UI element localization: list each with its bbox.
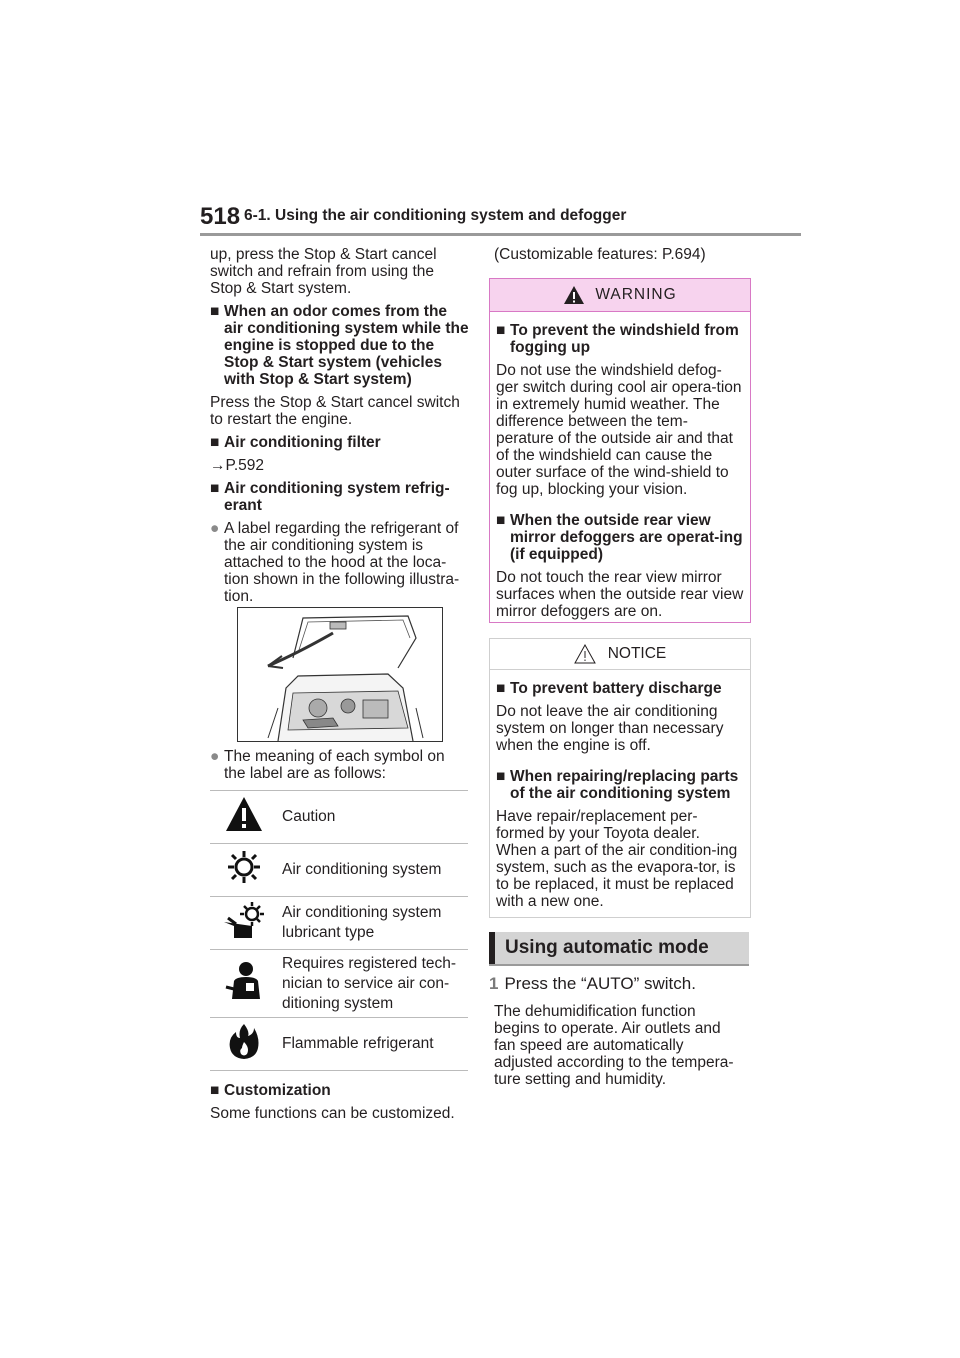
section-title: Using automatic mode bbox=[489, 932, 749, 964]
notice-header bbox=[490, 639, 750, 670]
symbol-table bbox=[210, 790, 468, 1071]
square-bullet-icon: ■ bbox=[210, 480, 220, 497]
notice-heading-1: ■ To prevent battery discharge bbox=[496, 680, 722, 697]
symbol-label: Requires registered tech-nician to service air con-ditioning system bbox=[278, 950, 468, 1018]
warning-heading-1: ■ To prevent the windshield from fogging up bbox=[496, 322, 739, 356]
oil-can-icon bbox=[210, 897, 278, 950]
table-row bbox=[210, 844, 468, 897]
refrigerant-bullet: ● A label regarding the refrigerant of the air conditioning system is attached to the hood at the loca-tion shown in the following illustra-tion. bbox=[210, 520, 460, 605]
notice-box bbox=[489, 638, 751, 918]
technician-icon bbox=[210, 950, 278, 1018]
odor-heading: ■ When an odor comes from the air conditioning system while the engine is stopped due to the Stop & Start system (vehicles with Stop & Start system) bbox=[210, 303, 469, 388]
square-bullet-icon: ■ bbox=[210, 1082, 220, 1099]
table-row bbox=[210, 1018, 468, 1071]
notice-triangle-icon bbox=[574, 644, 596, 664]
header-rule bbox=[200, 233, 801, 236]
symbol-label: Air conditioning system bbox=[278, 844, 468, 897]
chapter-title: 6-1. Using the air conditioning system and defogger bbox=[244, 207, 627, 224]
step-number: 1 bbox=[489, 974, 499, 993]
arrow-icon: → bbox=[210, 457, 226, 474]
bullet-dot-icon: ● bbox=[210, 748, 220, 765]
notice-title: NOTICE bbox=[607, 645, 667, 662]
customizable-features-reference[interactable]: (Customizable features: P.694) bbox=[494, 246, 706, 263]
square-bullet-icon: ■ bbox=[496, 512, 506, 529]
hood-label-illustration bbox=[237, 607, 443, 742]
left-column bbox=[210, 246, 470, 611]
page-number: 518 bbox=[200, 203, 241, 230]
meaning-block bbox=[210, 748, 470, 782]
notice-text-2: Have repair/replacement per-formed by your Toyota dealer. When a part of the air condition-ing system, such as the evapora-tor, is to be replaced, it must be replaced with a new one. bbox=[496, 808, 738, 910]
square-bullet-icon: ■ bbox=[496, 322, 506, 339]
warning-text-2: Do not touch the rear view mirror surfaces when the outside rear view mirror defoggers are on. bbox=[496, 569, 744, 620]
warning-triangle-icon bbox=[563, 285, 585, 305]
step-1 bbox=[489, 974, 696, 994]
step-description: The dehumidification function begins to operate. Air outlets and fan speed are automatically adjusted according to the tempera-ture setting and humidity. bbox=[494, 1003, 734, 1088]
warning-title: WARNING bbox=[595, 286, 677, 303]
notice-heading-2: ■ When repairing/replacing parts of the air conditioning system bbox=[496, 768, 739, 802]
symbol-label: Flammable refrigerant bbox=[278, 1018, 468, 1071]
refrigerant-heading: ■ Air conditioning system refrig-erant bbox=[210, 480, 450, 514]
warning-header bbox=[490, 279, 750, 312]
filter-reference[interactable]: →P.592 bbox=[210, 457, 265, 474]
caution-icon bbox=[210, 791, 278, 844]
warning-box bbox=[489, 278, 751, 623]
notice-text-1: Do not leave the air conditioning system on longer than necessary when the engine is off. bbox=[496, 703, 724, 754]
square-bullet-icon: ■ bbox=[496, 768, 506, 785]
meaning-bullet: ● The meaning of each symbol on the label are as follows: bbox=[210, 748, 445, 782]
symbol-label: Caution bbox=[278, 791, 468, 844]
customization-text: Some functions can be customized. bbox=[210, 1105, 455, 1122]
bullet-dot-icon: ● bbox=[210, 520, 220, 537]
odor-text: Press the Stop & Start cancel switch to restart the engine. bbox=[210, 394, 460, 428]
customization-block bbox=[210, 1076, 470, 1128]
customization-heading: ■ Customization bbox=[210, 1082, 331, 1099]
square-bullet-icon: ■ bbox=[210, 303, 220, 320]
filter-heading: ■ Air conditioning filter bbox=[210, 434, 381, 451]
snowflake-icon bbox=[210, 844, 278, 897]
table-row bbox=[210, 897, 468, 950]
intro-text: up, press the Stop & Start cancel switch and refrain from using the Stop & Start system. bbox=[210, 246, 437, 297]
table-row bbox=[210, 950, 468, 1018]
square-bullet-icon: ■ bbox=[496, 680, 506, 697]
warning-text-1: Do not use the windshield defog-ger switch during cool air opera-tion in extremely humid weather. The difference between the tem-perature of the outside air and that of the windshield can cause the outer surface of the wind-shield to fog up, blocking your vision. bbox=[496, 362, 742, 498]
square-bullet-icon: ■ bbox=[210, 434, 220, 451]
step-text: Press the “AUTO” switch. bbox=[504, 974, 696, 993]
flame-icon bbox=[210, 1018, 278, 1071]
symbol-label: Air conditioning system lubricant type bbox=[278, 897, 468, 950]
warning-heading-2: ■ When the outside rear view mirror defoggers are operat-ing (if equipped) bbox=[496, 512, 743, 563]
section-rule bbox=[489, 964, 749, 966]
table-row bbox=[210, 791, 468, 844]
